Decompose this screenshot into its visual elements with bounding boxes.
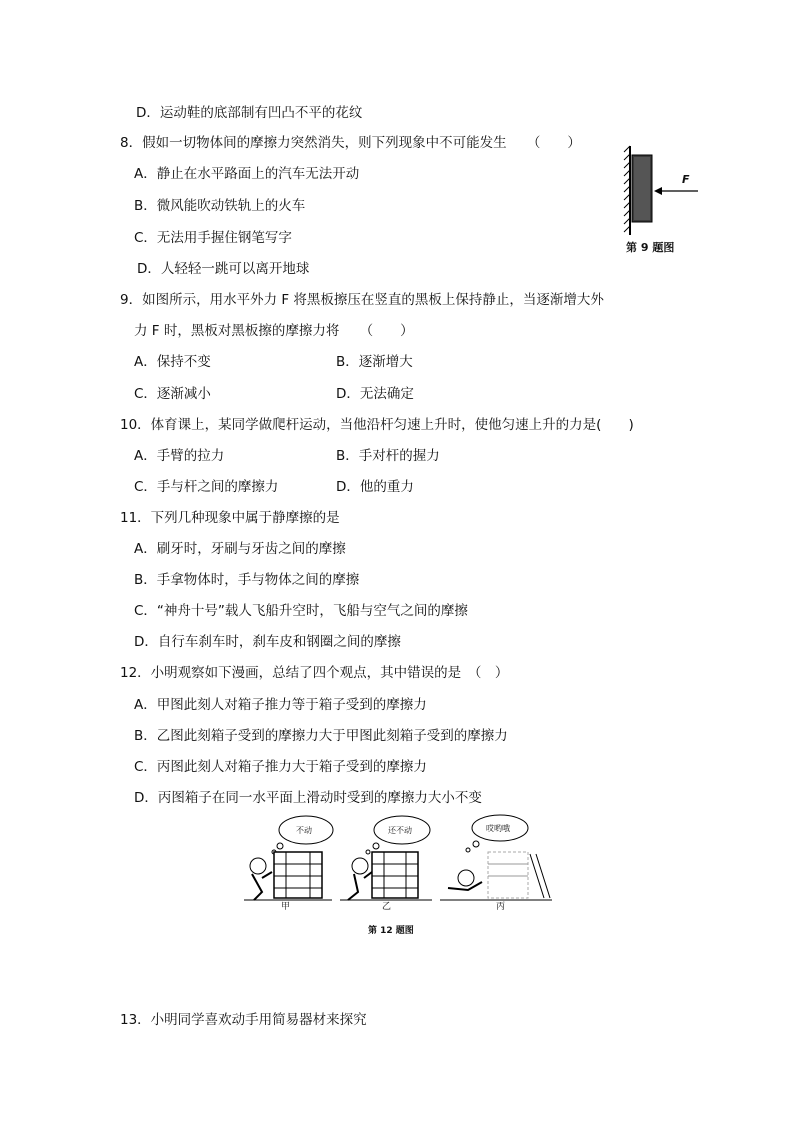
q12-option-d: D．丙图箱子在同一水平面上滑动时受到的摩擦力大小不变 bbox=[134, 790, 482, 806]
q10-option-b: B．手对杆的握力 bbox=[336, 448, 440, 464]
q9-stem-line2: 力 F 时，黑板对黑板擦的摩擦力将 （ ） bbox=[134, 323, 414, 339]
q9-option-b: B．逐渐增大 bbox=[336, 354, 413, 370]
force-label: F bbox=[682, 173, 690, 186]
bubble-2: 还不动 bbox=[388, 826, 412, 835]
q12-option-c: C．丙图此刻人对箱子推力大于箱子受到的摩擦力 bbox=[134, 759, 427, 775]
panel-label-jia: 甲 bbox=[281, 902, 291, 912]
q9-option-c: C．逐渐减小 bbox=[134, 386, 211, 402]
eraser-on-wall-diagram bbox=[622, 140, 704, 240]
q12-option-b: B．乙图此刻箱子受到的摩擦力大于甲图此刻箱子受到的摩擦力 bbox=[134, 728, 508, 744]
bubble-1: 不动 bbox=[296, 826, 312, 835]
q10-option-a: A．手臂的拉力 bbox=[134, 448, 225, 464]
panel-1-drawing bbox=[244, 816, 333, 900]
q12-option-a: A．甲图此刻人对箱子推力等于箱子受到的摩擦力 bbox=[134, 697, 427, 713]
figure-9-caption: 第 9 题图 bbox=[626, 241, 675, 254]
q8-option-c: C．无法用手握住钢笔写字 bbox=[134, 230, 292, 246]
q8-option-d: D．人轻轻一跳可以离开地球 bbox=[137, 261, 310, 277]
q10-option-c: C．手与杆之间的摩擦力 bbox=[134, 479, 279, 495]
figure-9 bbox=[622, 140, 704, 240]
q9-option-d: D．无法确定 bbox=[336, 386, 414, 402]
bubble-3: 哎哟哦 bbox=[486, 824, 510, 833]
q11-option-a: A．刷牙时，牙刷与牙齿之间的摩擦 bbox=[134, 541, 346, 557]
panel-label-yi: 乙 bbox=[382, 902, 392, 912]
figure-12-caption: 第 12 题图 bbox=[368, 926, 414, 936]
q8-stem: 8．假如一切物体间的摩擦力突然消失，则下列现象中不可能发生 （ ） bbox=[120, 135, 581, 151]
q8-option-b: B．微风能吹动铁轨上的火车 bbox=[134, 198, 306, 214]
q10-option-d: D．他的重力 bbox=[336, 479, 414, 495]
q10-stem: 10．体育课上，某同学做爬杆运动，当他沿杆匀速上升时，使他匀速上升的力是( ) bbox=[120, 417, 634, 433]
q9-stem-line1: 9．如图所示，用水平外力 F 将黑板擦压在竖直的黑板上保持静止，当逐渐增大外 bbox=[120, 292, 604, 308]
q11-stem: 11．下列几种现象中属于静摩擦的是 bbox=[120, 510, 340, 526]
q7-option-d: D．运动鞋的底部制有凹凸不平的花纹 bbox=[136, 105, 363, 121]
q12-stem: 12．小明观察如下漫画，总结了四个观点，其中错误的是 （ ） bbox=[120, 665, 509, 681]
q11-option-b: B．手拿物体时，手与物体之间的摩擦 bbox=[134, 572, 360, 588]
q9-option-a: A．保持不变 bbox=[134, 354, 211, 370]
q13-stem: 13．小明同学喜欢动手用简易器材来探究 bbox=[120, 1012, 367, 1028]
q11-option-d: D．自行车刹车时，刹车皮和钢圈之间的摩擦 bbox=[134, 634, 401, 650]
figure-12 bbox=[236, 812, 554, 908]
panel-2-drawing bbox=[340, 816, 432, 900]
q11-option-c: C．“神舟十号”载人飞船升空时，飞船与空气之间的摩擦 bbox=[134, 603, 468, 619]
panel-label-bing: 丙 bbox=[496, 902, 506, 912]
q8-option-a: A．静止在水平路面上的汽车无法开动 bbox=[134, 166, 360, 182]
